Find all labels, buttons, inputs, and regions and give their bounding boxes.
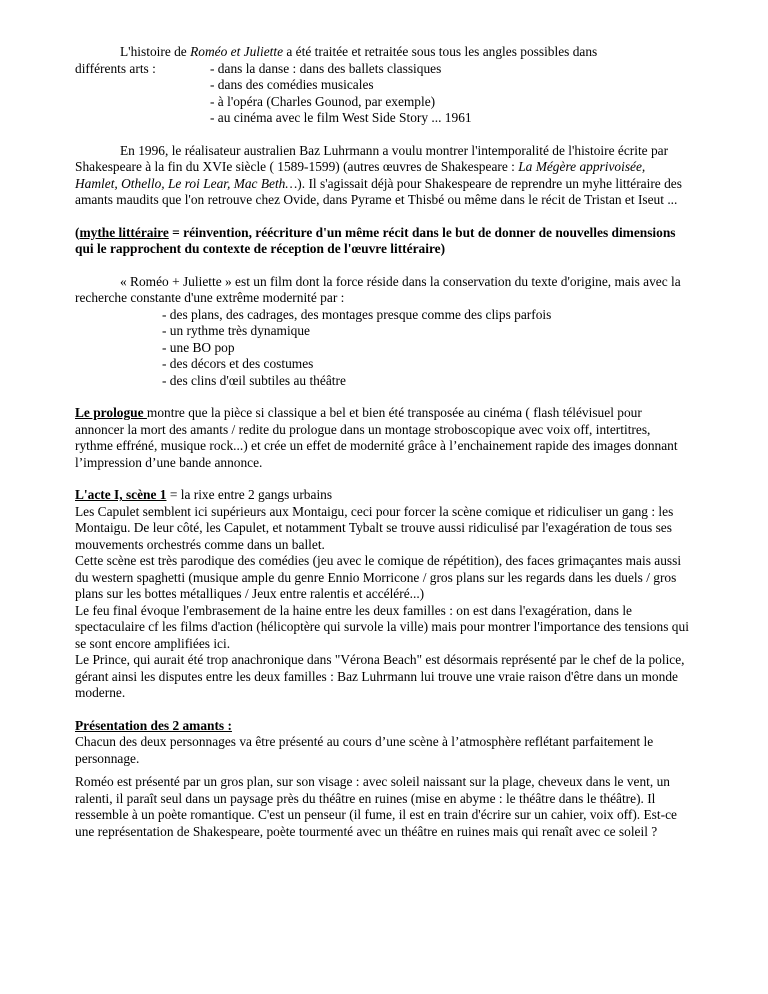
prologue-text: montre que la pièce si classique a bel et bien été transposée au cinéma ( flash télévisuel pour annoncer la mort des amants / redite du prologue dans un montage stroboscopique avec voix off, intertitres, rythme effréné, musique rock...) et crée un effet de modernité grâce à l’enchainement rapide des images donnant l’impression d’une bande annonce. bbox=[75, 405, 678, 470]
list-item: - dans des comédies musicales bbox=[210, 77, 374, 92]
amants-paragraph-1: Chacun des deux personnages va être présenté au cours d’une scène à l’atmosphère reflétant parfaitement le personnage. bbox=[75, 734, 654, 766]
definition-text: = réinvention, réécriture d'un même récit dans le but de donner de nouvelles dimensions qui le rapprochent du contexte de réception de l'œuvre littéraire) bbox=[75, 224, 676, 256]
paragraph-text: En 1996, le réalisateur australien Baz Luhrmann a voulu montrer l'intemporalité de l'histoire écrite par Shakespeare à la fin du XVIe siècle ( 1589-1599) (autres œuvres de Shakespeare : bbox=[75, 142, 669, 174]
list-item: - dans la danse : dans des ballets classiques bbox=[210, 60, 442, 76]
intro-text: L'histoire de bbox=[120, 44, 191, 59]
list-item: - des clins d'œil subtiles au théâtre bbox=[162, 372, 346, 388]
arts-list-block bbox=[75, 61, 690, 78]
list-item: - un rythme très dynamique bbox=[162, 323, 311, 338]
shakespeare-works: La Mégère apprivoisée, Hamlet, Othello, Le roi Lear, Mac Beth… bbox=[75, 159, 646, 191]
acte1-subtitle: = la rixe entre 2 gangs urbains bbox=[166, 487, 333, 502]
list-item: - des décors et des costumes bbox=[162, 356, 314, 371]
acte1-paragraph-4: Le Prince, qui aurait été trop anachronique dans "Vérona Beach" est désormais représenté par le chef de la police, gérant ainsi les disputes entre les deux familles : Baz Luhrmann lui trouve une vraie raison d'être dans un monde moderne. bbox=[75, 652, 685, 700]
acte1-heading-line bbox=[75, 487, 690, 504]
document-page bbox=[75, 44, 690, 840]
arts-label: différents arts : bbox=[75, 60, 156, 76]
acte1-paragraph-1: Les Capulet semblent ici supérieurs aux Montaigu, ceci pour forcer la scène comique et ridiculiser un gang : les Montaigu. De leur côté, les Capulet, et notamment Tybalt se trouve aussi ridiculisé par l'exagération de tous ses mouvements orchestrés comme dans un ballet. bbox=[75, 503, 674, 552]
list-item: - une BO pop bbox=[162, 339, 235, 355]
acte1-paragraph-2: Cette scène est très parodique des comédies (jeu avec le comique de répétition), des faces grimaçantes mais aussi du western spaghetti (musique ample du genre Ennio Morricone / gros plans sur les regards dans les duels / gros plans sur les bottes métalliques / Jeux entre ralentis et accéléré...) bbox=[75, 553, 682, 601]
definition-paragraph bbox=[75, 225, 690, 258]
modernity-list bbox=[75, 307, 690, 390]
amants-paragraph-2: Roméo est présenté par un gros plan, sur son visage : avec soleil naissant sur la plage, cheveux dans le vent, un ralenti, il paraît seul dans un paysage près du théâtre en ruines (mise en abyme : le théâtre dans le théâtre). Il ressemble à un poète romantique. C'est un penseur (il fume, il est en train d'écrire sur un cahier, voix off). Est-ce une représentation de Shakespeare, poète tourmenté avec un théâtre en ruines mais qui renaît avec ce soleil ? bbox=[75, 774, 677, 839]
paragraph-1996 bbox=[75, 143, 690, 209]
prologue-paragraph bbox=[75, 405, 690, 471]
list-item: - des plans, des cadrages, des montages presque comme des clips parfois bbox=[162, 306, 552, 322]
list-item: - au cinéma avec le film West Side Story ... 1961 bbox=[210, 110, 472, 125]
definition-paren: ( bbox=[75, 224, 80, 240]
prologue-heading: Le prologue bbox=[75, 405, 147, 420]
arts-list-continued bbox=[75, 77, 690, 127]
film-paragraph: « Roméo + Juliette » est un film dont la force réside dans la conservation du texte d'origine, mais avec la recherche constante d'une extrême modernité par : bbox=[75, 273, 681, 305]
definition-term: mythe littéraire bbox=[79, 224, 169, 240]
intro-text-end: a été traitée et retraitée sous tous les angles possibles dans bbox=[283, 44, 598, 59]
list-item: - à l'opéra (Charles Gounod, par exemple) bbox=[210, 93, 436, 109]
paragraph-text-end: ). Il s'agissait déjà pour Shakespeare de reprendre un myhe littéraire des amants maudits que l'on retrouve chez Ovide, dans Pyrame et Thisbé ou même dans le récit de Tristan et Iseut ... bbox=[75, 175, 682, 207]
amants-heading: Présentation des 2 amants : bbox=[75, 717, 232, 733]
arts-list bbox=[210, 61, 441, 78]
play-title: Roméo et Juliette bbox=[190, 44, 284, 59]
intro-line bbox=[75, 44, 690, 61]
acte1-heading: L'acte I, scène 1 bbox=[75, 487, 167, 502]
acte1-paragraph-3: Le feu final évoque l'embrasement de la haine entre les deux familles : on est dans l'exagération, dans le spectaculaire cf les films d'action (hélicoptère qui survole la ville) mais pour montrer l'importance des tensions qui se sont encore amplifiées ici. bbox=[75, 602, 689, 651]
